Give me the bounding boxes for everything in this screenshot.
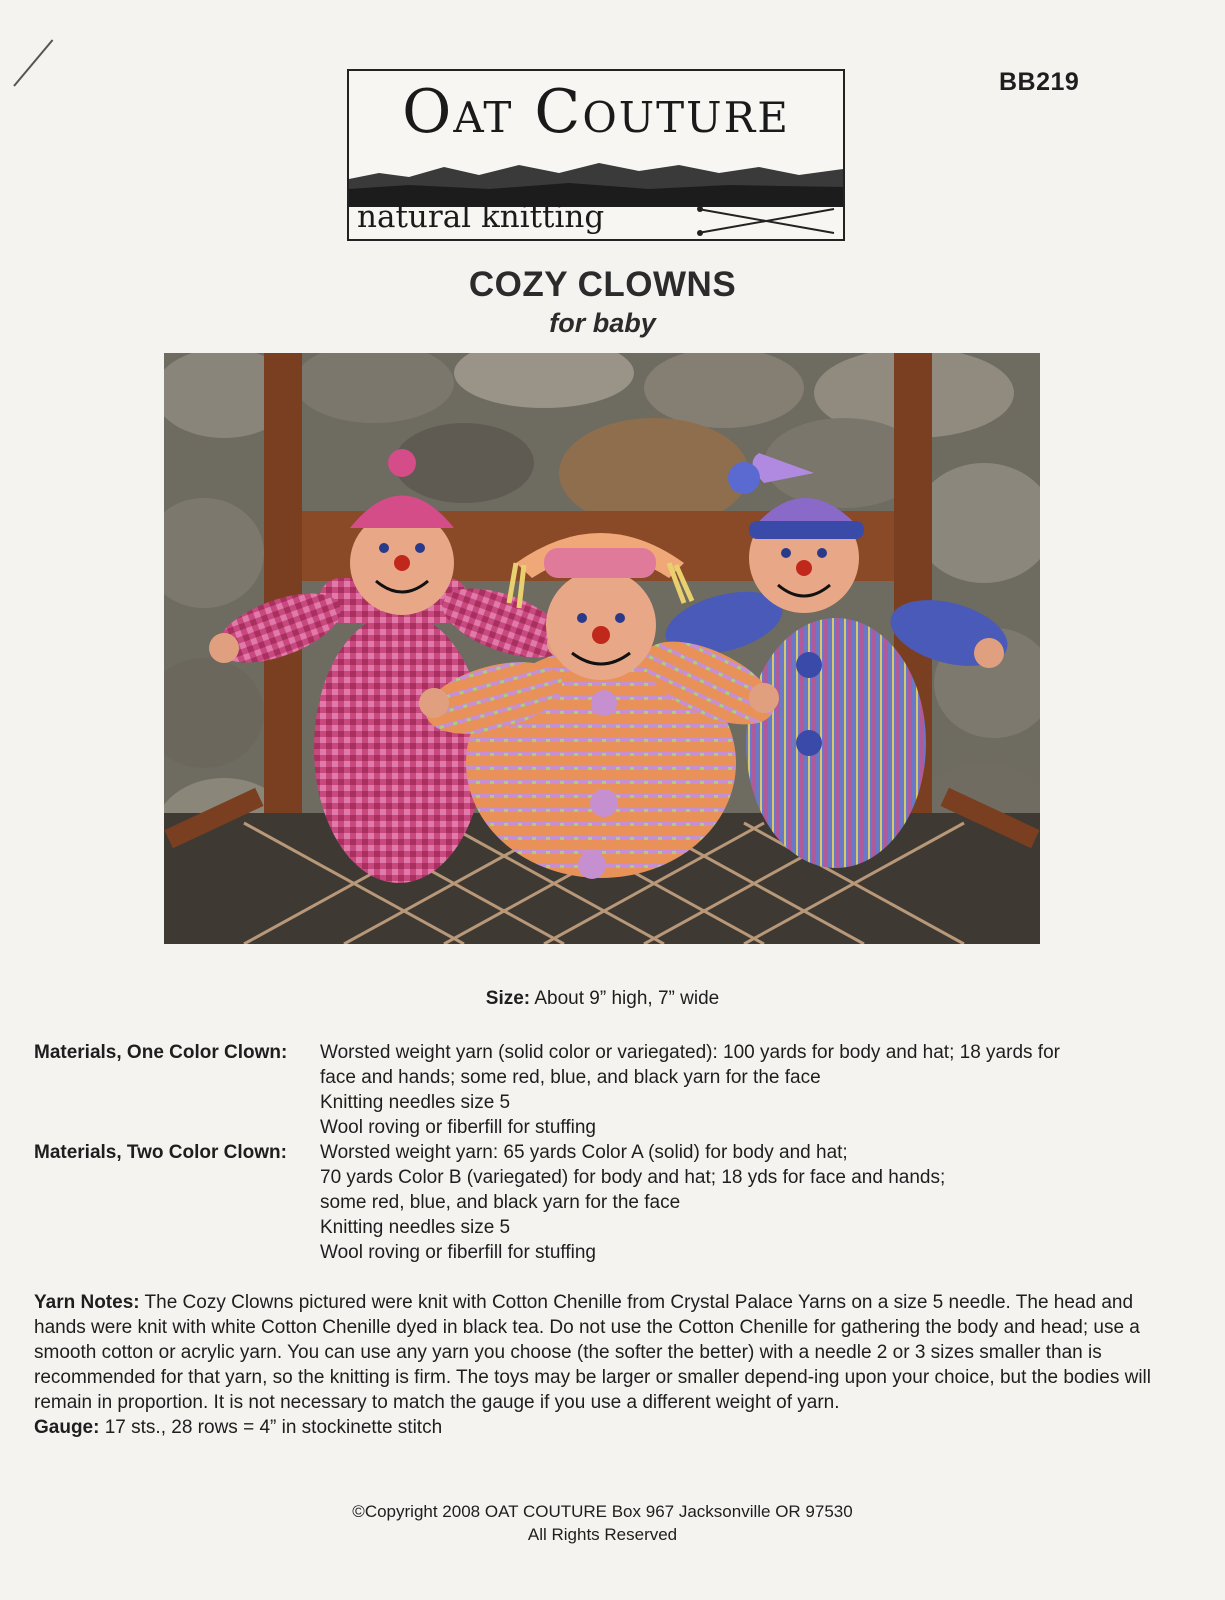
materials-line: Knitting needles size 5 <box>320 1217 511 1238</box>
gauge-text: 17 sts., 28 rows = 4” in stockinette stitch <box>99 1417 443 1438</box>
footer <box>0 1500 1205 1546</box>
materials-line: Worsted weight yarn: 65 yards Color A (solid) for body and hat; <box>320 1142 848 1163</box>
materials-label: Materials, Two Color Clown: <box>34 1142 287 1163</box>
yarn-notes-text: The Cozy Clowns pictured were knit with Cotton Chenille from Crystal Palace Yarns on a size 5 needle. The head and hands were knit with white Cotton Chenille dyed in black tea. Do not use the Cotton Chenille for gathering the body and head; use a smooth cotton or acrylic yarn. You can use any yarn you choose (the softer the better) with a needle 2 or 3 sizes smaller than is recommended for that yarn, so the knitting is firm. The toys may be larger or smaller depend-ing upon your choice, but the bodies will remain in proportion. It is not necessary to match the gauge if you use a different weight of yarn. <box>34 1292 1151 1413</box>
materials-line: Wool roving or fiberfill for stuffing <box>320 1117 596 1138</box>
materials-line: some red, blue, and black yarn for the face <box>320 1192 681 1213</box>
yarn-notes-section <box>34 1290 1174 1440</box>
rights-text: All Rights Reserved <box>527 1525 678 1544</box>
pattern-title: COZY CLOWNS <box>468 265 737 304</box>
size-label: Size: <box>485 988 531 1009</box>
size-text: About 9” high, 7” wide <box>530 988 720 1009</box>
materials-line: 70 yards Color B (variegated) for body and hat; 18 yds for face and hands; <box>320 1167 946 1188</box>
logo-tagline: natural knitting <box>357 199 605 235</box>
gauge <box>34 1415 1174 1440</box>
materials-section <box>34 1040 1174 1265</box>
pattern-code: BB219 <box>999 68 1080 96</box>
materials-label: Materials, One Color Clown: <box>34 1042 288 1063</box>
materials-two-color <box>34 1140 1174 1265</box>
size-info <box>0 988 1205 1010</box>
yarn-notes <box>34 1290 1174 1415</box>
brand-logo <box>347 69 845 241</box>
gauge-label: Gauge: <box>34 1417 100 1438</box>
pen-mark <box>13 39 53 86</box>
materials-line: face and hands; some red, blue, and black yarn for the face <box>320 1067 821 1088</box>
crossed-needles-icon <box>694 203 839 237</box>
clowns-photo <box>164 353 1040 944</box>
yarn-notes-label: Yarn Notes: <box>34 1292 140 1313</box>
materials-one-color <box>34 1040 1174 1140</box>
materials-line: Wool roving or fiberfill for stuffing <box>320 1242 596 1263</box>
materials-line: Knitting needles size 5 <box>320 1092 511 1113</box>
knitted-clowns-photo-icon <box>164 353 1040 944</box>
copyright-text: ©Copyright 2008 OAT COUTURE Box 967 Jacksonville OR 97530 <box>352 1502 853 1521</box>
logo-name: Oat Couture <box>402 77 790 147</box>
pattern-subtitle: for baby <box>549 308 656 338</box>
materials-line: Worsted weight yarn (solid color or variegated): 100 yards for body and hat; 18 yards for <box>320 1042 1060 1063</box>
